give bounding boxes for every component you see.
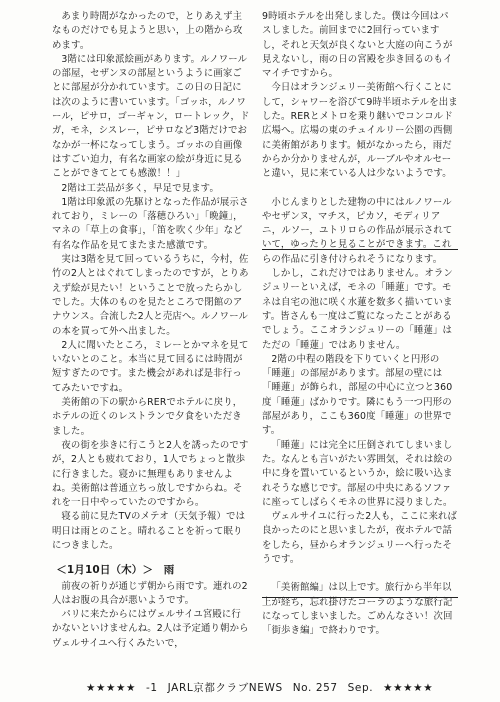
paragraph: 小じんまりとした建物の中にはルノワールやセザンヌ，マチス，ピカソ，モディリアニ，ルソー，ユトリロらの作品が展示されていて，ゆったりと見ることができます。これらの作品に引き付けられそうになります。	[262, 196, 453, 265]
paragraph: 9時頃ホテルを出発しました。僕は今回はパスしました。前回までに2回行っていますし，それと天気が良くないと大庭の向こうが見えないし，雨の日の宮殿を歩き回るのもイマイチですから。	[262, 11, 453, 80]
footer-stars-left: ★★★★★	[86, 682, 137, 694]
left-column	[52, 10, 250, 651]
section-divider	[262, 597, 458, 598]
paragraph: 2階の中程の階段を下りていくと円形の「睡蓮」の部屋があります。部屋の壁には「睡蓮」が飾られ，部屋の中心に立つと360度「睡蓮」ばかりです。隣にもう一つ円形の部屋があり，ここも360度「睡蓮」の世界です。	[262, 353, 453, 437]
page-footer	[86, 680, 434, 695]
paragraph: 夜の街を歩きに行こうと2人を誘ったのですが，2人とも疲れており，1人でちょっと散歩に行きました。寝かに無理もありませんよね。美術館は普通立ちっ放しですからね。それを一日中やっていたのですから。	[52, 439, 249, 509]
paragraph: 今日はオランジェリー美術館へ行くことにして，シャワーを浴びて9時半頃ホテルを出ました。RERとメトロを乗り継いでコンコルド広場へ。広場の東のチュイルリー公園の西側に美術館があります。傾がなかったら，雨だからか分かりませんが，ルーブルやオルセーと違い，見に来ている人は少ないようです。	[262, 82, 458, 180]
paragraph: しかし，これだけではありません。オランジュリーといえば，モネの「睡蓮」です。モネは自宅の池に咲く水蓮を数多く描いています。皆さんも一度はご覧になったことがあるでしょう。ここオランジュリーの「睡蓮」はただの「睡蓮」ではありません。	[262, 268, 453, 351]
paragraph: 2階は工芸品が多く，早足で見ます。	[61, 182, 219, 194]
right-column	[262, 10, 458, 638]
footer-publication: JARL京都クラブNEWS	[167, 682, 283, 694]
paragraph: 「美術館編」は以上です。旅行から半年以上が経ち，忘れ掛けたコーラのような旅行記になってしまいました。ごめんなさい！次回「街歩き編」で終わりです。	[262, 582, 453, 637]
footer-stars-right: ★★★★★	[383, 682, 434, 694]
paragraph: 2人に聞いたところ，ミレーとかマネを見ていないとのこと。本当に見て回るには時間が短すぎたのです。また機会があれば是非行ってみたいですね。	[52, 339, 249, 394]
paragraph: 前夜の祈りが通じず朝から雨です。連れの2人はお腹の具合が悪いようです。	[52, 580, 248, 606]
footer-month: Sep.	[347, 682, 374, 694]
paragraph: 3階には印象派絵画があります。ルノワールの部屋，セザンヌの部屋というように画家ごとに部屋が分かれています。この日の日記には次のように書いています。「ゴッホ，ルノワール，ピサロ，ゴーギャン，ロートレック，ドガ，モネ，シスレー，ピサロなど3階だけでおなかが一杯になってしまう。ゴッホの自画像はすごい迫力，有名な画家の絵が身近に見ることができてとても感激！！」	[52, 53, 250, 180]
paragraph: パリに来たからにはヴェルサイユ宮殿に行かないといけませんね。2人は予定通り朝からヴェルサイユへ行くみたいで，	[52, 609, 249, 649]
section-divider	[262, 249, 458, 250]
footer-page-number: -1	[146, 682, 158, 694]
paragraph: 美術館の下の駅からRERでホテルに戻り，ホテルの近くのレストランで夕食をいただきました。	[52, 397, 243, 437]
paragraph: 1階は印象派の先駆けとなった作品が展示されており，ミレーの「落穂ひろい」「晩鐘」，マネの「草上の食事」，「笛を吹く少年」など有名な作品を見てまたまた感激です。	[52, 196, 249, 251]
paragraph: 寝る前に見たTVのメテオ（天気予報）では明日は雨とのこと。晴れることを祈って眠りにつきました。	[52, 511, 246, 551]
paragraph: ヴェルサイユに行った2人も，ここに来れば良かったのにと思いましたが，夜ホテルで話をしたら，昼からオランジュリーへ行ったそうです。	[262, 511, 458, 565]
paragraph: あまり時間がなかったので，とりあえず主なものだけでも見ようと思い，上の階から攻めます。	[52, 11, 243, 51]
paragraph: 「睡蓮」には完全に圧倒されてしまいました。なんとも言いがたい雰囲気，それは絵の中に身を置いているというか，絵に吸い込まれそうな感じです。部屋の中央にあるソファに座ってしばらくモネの世界に浸りました。	[262, 439, 453, 508]
date-heading: ＜1月10日（木）＞ 雨	[56, 564, 175, 577]
paragraph: 実は3階を見て回っているうちに，今村，佐竹の2人とはぐれてしまったのですが，とりあえず絵が見たい！ということで放ったらかしでした。大体のものを見たところで閉館のアナウンス。合流した2人と売店へ。ルノワールの本を買って外へ出ました。	[52, 254, 249, 337]
footer-issue: No. 257	[292, 682, 338, 694]
